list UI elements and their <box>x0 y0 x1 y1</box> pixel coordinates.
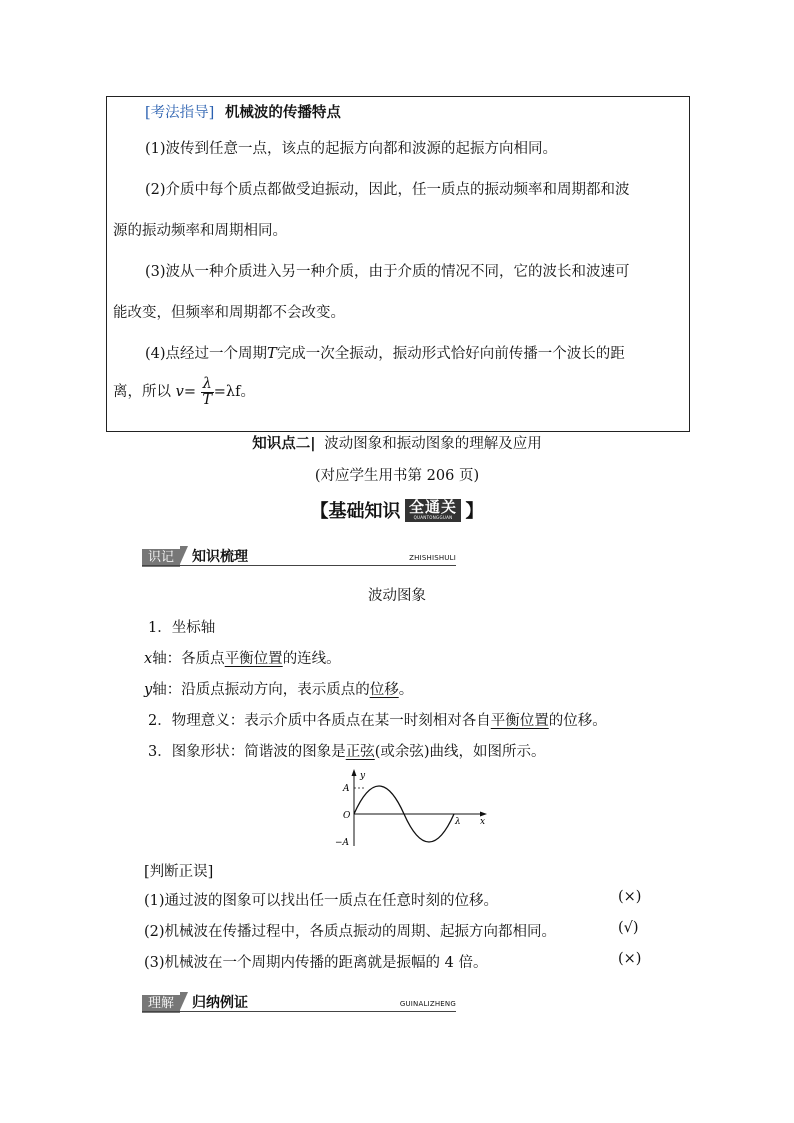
judge-mark-3: (×) <box>618 951 642 967</box>
judge-item-3: (3)机械波在一个周期内传播的距离就是振幅的 4 倍。 <box>144 955 488 971</box>
guide-tag: [考法指导] <box>145 105 215 121</box>
graph-lambda-label: λ <box>455 817 461 827</box>
guide-p4a: (4)点经过一个周期T完成一次全振动，振动形式恰好向前传播一个波长的距 <box>145 346 625 362</box>
graph-negA-label: −A <box>335 838 350 848</box>
y-axis-line: y轴：沿质点振动方向，表示质点的位移。 <box>144 682 414 698</box>
y-axis-arrow <box>352 769 357 776</box>
judge-mark-2: (√) <box>618 920 639 936</box>
judge-item-1: (1)通过波的图象可以找出任一质点在任意时刻的位移。 <box>144 893 499 909</box>
item-2: 2．物理意义：表示介质中各质点在某一时刻相对各自平衡位置的位移。 <box>148 713 607 729</box>
section-strip-guinalizheng <box>142 992 456 1010</box>
item-1: 1．坐标轴 <box>148 620 216 636</box>
judge-title: [判断正误] <box>144 864 214 880</box>
guide-heading <box>145 101 341 122</box>
strip-label: 归纳例证 <box>192 995 249 1011</box>
guide-p1: (1)波传到任意一点，该点的起振方向都和波源的起振方向相同。 <box>145 141 558 157</box>
basics-banner: 【基础知识 全通关 QUANTONGGUAN 】 <box>310 497 484 522</box>
strip-pinyin: GUINALIZHENG <box>399 1000 456 1008</box>
sine-wave-graph <box>330 768 490 848</box>
strip-label: 知识梳理 <box>192 549 249 565</box>
strip-pinyin: ZHISHISHULI <box>409 554 456 562</box>
banner-badge: 全通关 QUANTONGGUAN <box>405 499 461 522</box>
judge-mark-1: (×) <box>618 889 642 905</box>
graph-O-label: O <box>343 811 351 821</box>
strip-tag: 识记 <box>142 549 180 567</box>
x-axis-arrow <box>480 812 487 817</box>
judge-item-2: (2)机械波在传播过程中，各质点振动的周期、起振方向都相同。 <box>144 924 557 940</box>
page-reference: (对应学生用书第 206 页) <box>314 468 480 484</box>
item-3: 3．图象形状：简谐波的图象是正弦(或余弦)曲线，如图所示。 <box>148 744 546 760</box>
guide-p2b: 源的振动频率和周期相同。 <box>113 223 287 239</box>
guide-title: 机械波的传播特点 <box>224 105 341 121</box>
guide-p3a: (3)波从一种介质进入另一种介质，由于介质的情况不同，它的波长和波速可 <box>145 264 630 280</box>
graph-A-label: A <box>343 784 350 794</box>
section-heading: 知识点二| 波动图象和振动图象的理解及应用 <box>252 436 542 452</box>
guide-box <box>106 96 690 432</box>
section-strip-zhishishuli <box>142 546 456 564</box>
graph-y-label: y <box>360 771 366 781</box>
guide-p3b: 能改变，但频率和周期都不会改变。 <box>113 305 345 321</box>
guide-p2a: (2)介质中每个质点都做受迫振动，因此，任一质点的振动频率和周期都和波 <box>145 182 630 198</box>
strip-tag: 理解 <box>142 995 180 1013</box>
x-axis-line: x轴：各质点平衡位置的连线。 <box>144 651 341 667</box>
topic-title: 波动图象 <box>368 588 426 604</box>
guide-p4b: 离，所以 v= $\frac{\lambda}{T}$ =λf。 <box>113 376 255 408</box>
lambda-over-T-fraction: $\frac{\lambda}{T}$ <box>202 376 213 408</box>
graph-x-label: x <box>480 817 486 827</box>
